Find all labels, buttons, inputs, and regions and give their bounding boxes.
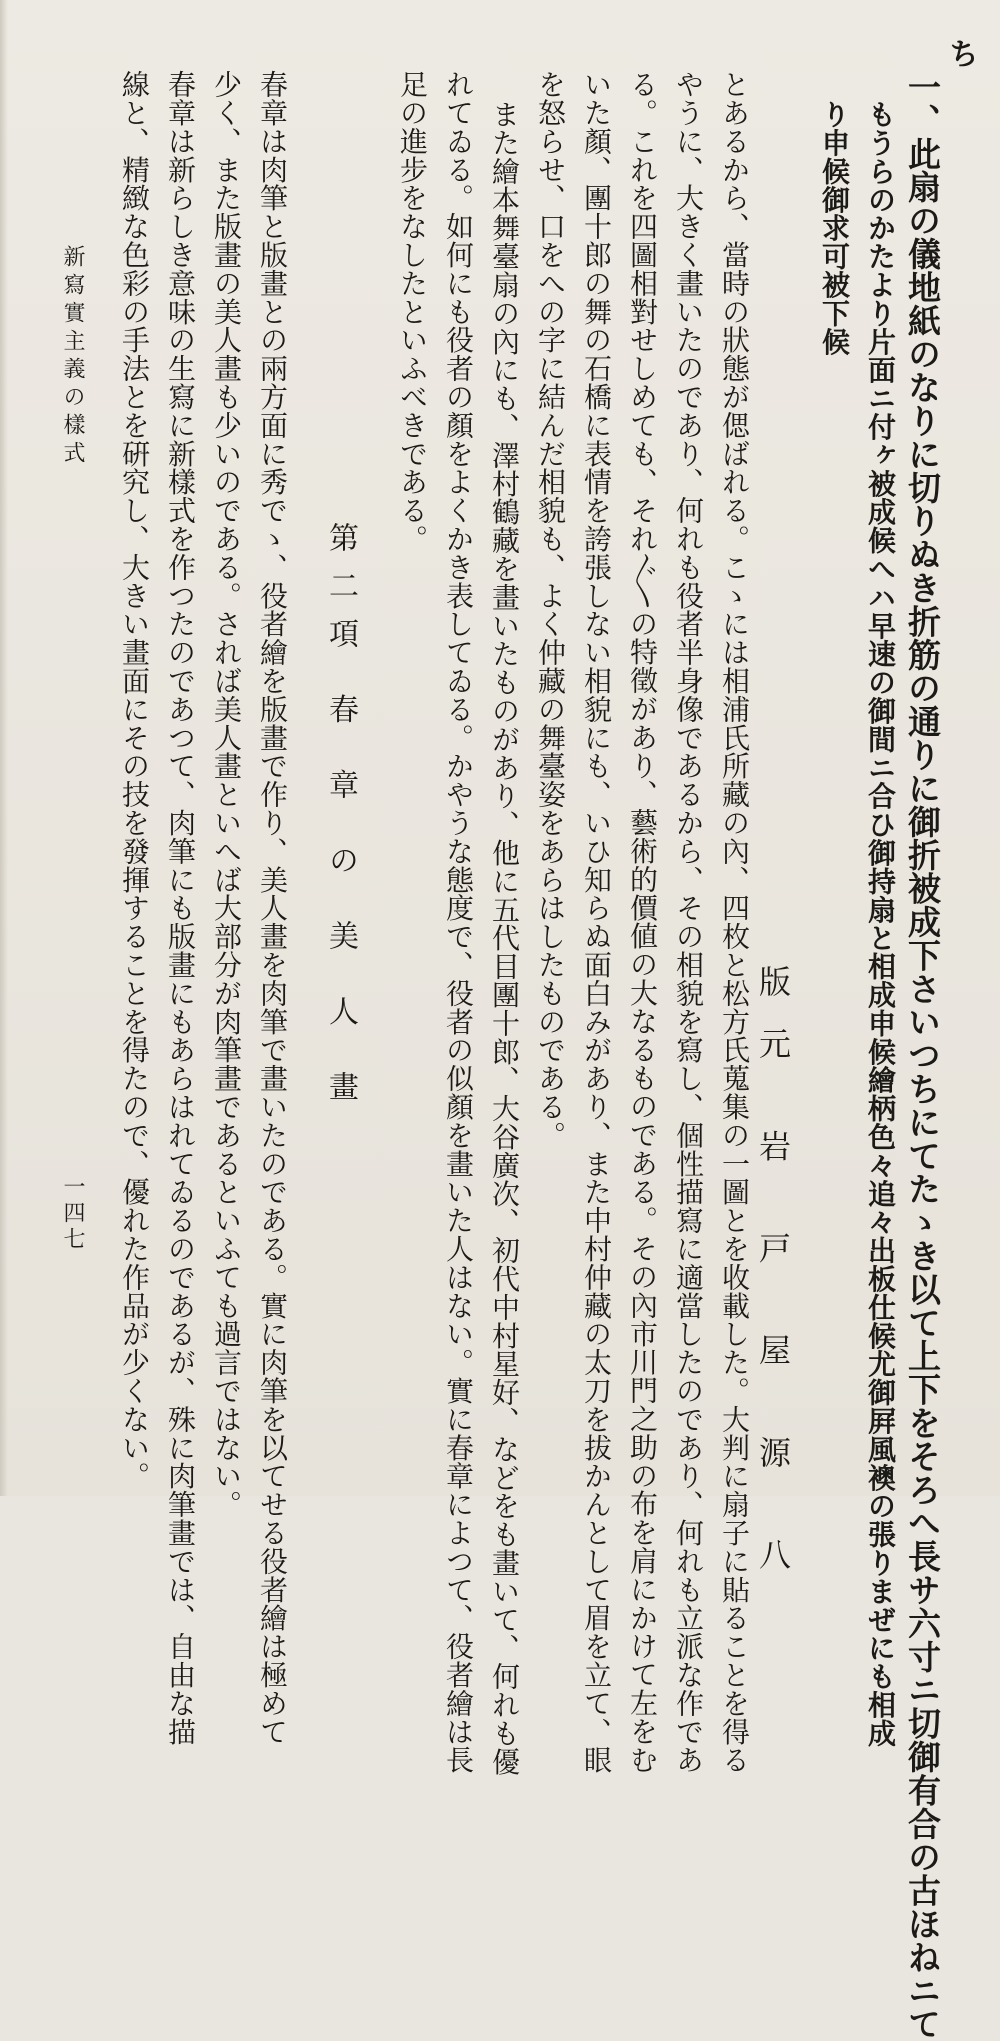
quote-line-3: り申候御求可被下候 bbox=[818, 100, 851, 356]
section-line-2: 少く、また版畫の美人畫も少いのである。されば美人畫といへば大部分が肉筆畫であるといふても過言ではない。 bbox=[210, 70, 243, 1519]
body-line-4: いた顏、團十郎の舞の石橋に表情を誇張しない相貌にも、いひ知らぬ面白みがあり、また中村仲藏の太刀を拔かんとして眉を立て、眼 bbox=[580, 70, 613, 1774]
quote-line-1: 一、此扇の儀地紙のなりに切りぬき折筋の通りに御折被成下さいつちにてたゝき以て上下をそろへ長サ六寸ニ切御有合の古ほねニて bbox=[903, 70, 942, 2041]
scan-edge-shadow bbox=[0, 0, 8, 1496]
section-line-1: 春章は肉筆と版畫との兩方面に秀でゝ、役者繪を版畫で作り、美人畫を肉筆で畫いたのである。實に肉筆を以てせる役者繪は極めて bbox=[256, 70, 289, 1746]
quote-line-2: もうらのかたより片面ニ付ヶ被成候へハ早速の御間ニ合ひ御持扇と相成申候繪柄色々追々出板仕候尤御屛風襖の張りまぜにも相成 bbox=[864, 100, 897, 1748]
body-line-7: れてゐる。如何にも役者の顏をよくかき表してゐる。かやうな態度で、役者の似顏を畫いた人はない。實に春章によつて、役者繪は長 bbox=[442, 70, 475, 1774]
section-line-3: 春章は新らしき意味の生寫に新樣式を作つたのであつて、肉筆にも版畫にもあらはれてゐるのであるが、殊に肉筆畫では、自由な描 bbox=[164, 70, 197, 1746]
body-line-6: また繪本舞臺扇の內にも、澤村鶴藏を畫いたものがあり、他に五代目團十郎、大谷廣次、初代中村星好、などをも畫いて、何れも優 bbox=[488, 100, 521, 1776]
header-char: ち bbox=[943, 38, 978, 68]
section-line-4: 線と、精緻な色彩の手法とを硏究し、大きい畫面にその技を發揮することを得たので、優れた作品が少くない。 bbox=[118, 70, 151, 1490]
section-heading: 第二項 春 章 の 美 人 畫 bbox=[323, 522, 358, 1120]
body-line-5: を怒らせ、口をへの字に結んだ相貌も、よく仲藏の舞臺姿をあらはしたものである。 bbox=[534, 70, 567, 1150]
body-line-2: やうに、大きく畫いたのであり、何れも役者半身像であるから、その相貌を寫し、個性描寫に適當したのであり、何れも立派な作であ bbox=[672, 70, 705, 1774]
running-head: 新寫實主義の樣式 bbox=[60, 245, 85, 469]
page-number: 一四七 bbox=[60, 1175, 85, 1253]
body-line-1: とあるから、當時の狀態が偲ばれる。こゝには相浦氏所藏の內、四枚と松方氏蒐集の一圖とを收載した。大判に扇子に貼ることを得る bbox=[718, 70, 751, 1775]
body-line-8: 足の進步をなしたといふべきである。 bbox=[396, 70, 429, 553]
publisher-line: 版元 岩 戸 屋 源 八 bbox=[754, 965, 792, 1600]
body-line-3: る。これを四圖相對せしめても、それ〲の特徵があり、藝術的價値の大なるものである。その內市川門之助の布を肩にかけて左をむ bbox=[626, 70, 659, 1774]
